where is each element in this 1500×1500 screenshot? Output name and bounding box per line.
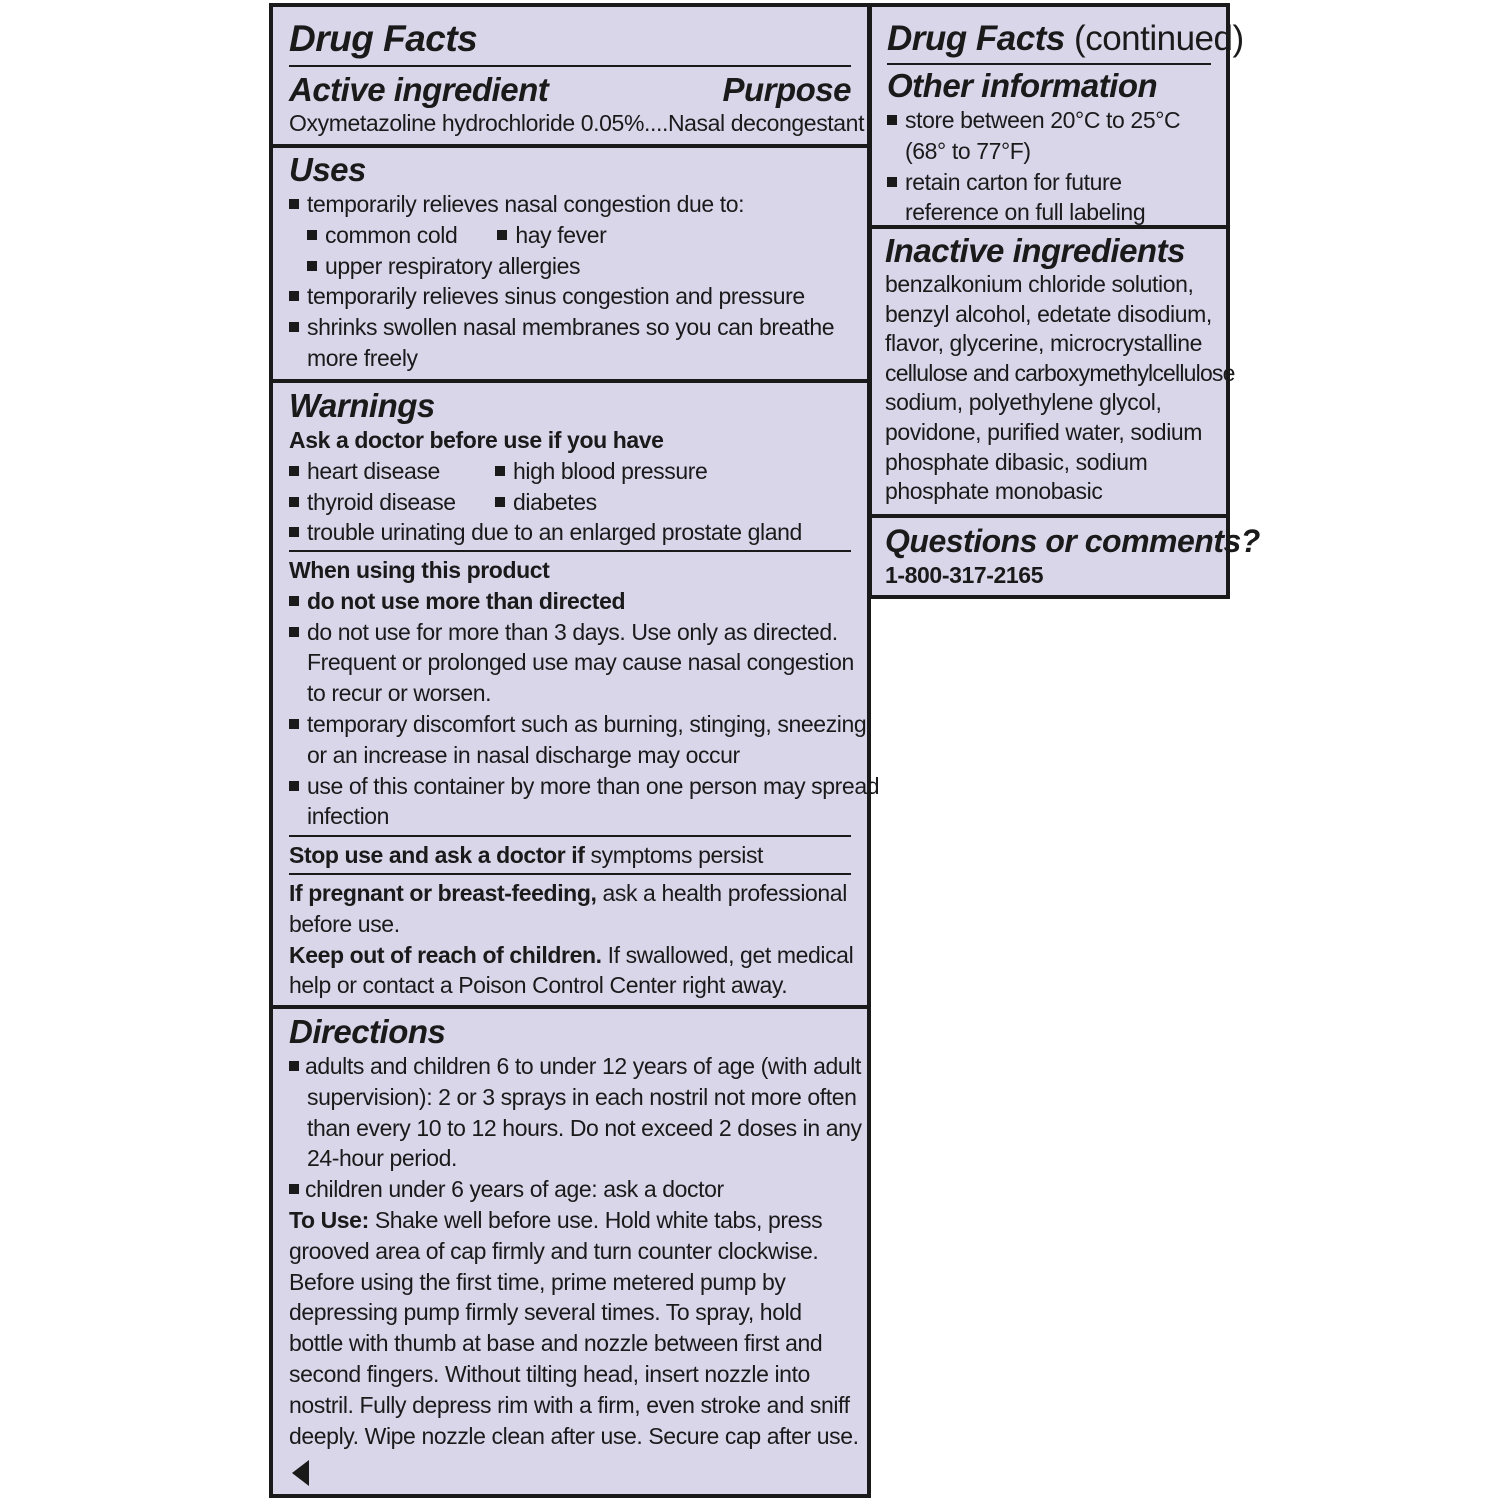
use-subitem: hay fever	[515, 221, 607, 248]
use-subitem: upper respiratory allergies	[325, 252, 581, 279]
questions-section	[872, 522, 1260, 591]
directions-heading: Directions	[289, 1013, 446, 1050]
section-divider	[273, 1005, 867, 1009]
pregnancy-heading: If pregnant or breast-feeding,	[289, 880, 597, 906]
inactive-ingredients-section	[872, 232, 1235, 507]
stop-use-section	[273, 840, 867, 871]
use-item: temporarily relieves sinus congestion and pressure	[307, 283, 805, 310]
other-info-item-continued: (68° to 77°F)	[905, 137, 1031, 164]
to-use-text: Shake well before use. Hold white tabs, press	[368, 1206, 823, 1233]
active-ingredient-section	[273, 71, 867, 139]
pregnancy-text-continued: before use.	[289, 910, 400, 937]
use-item: temporarily relieves nasal congestion due to:	[307, 191, 745, 217]
when-using-section	[273, 555, 880, 832]
drug-facts-continued-header	[872, 19, 1244, 59]
subsection-divider	[289, 550, 851, 552]
inactive-ingredients-line: cellulose and carboxymethylcellulose	[885, 359, 1235, 386]
section-divider	[872, 514, 1226, 518]
bullet-icon	[289, 596, 299, 606]
phone-number: 1-800-317-2165	[885, 562, 1044, 588]
other-info-item: retain carton for future	[905, 168, 1122, 195]
section-divider	[273, 144, 867, 148]
to-use-text-line: Before using the first time, prime metered pump by	[289, 1268, 786, 1295]
title-divider	[887, 63, 1211, 65]
bullet-icon	[289, 781, 299, 791]
when-using-item-continued: Frequent or prolonged use may cause nasal congestion	[307, 649, 854, 676]
bullet-icon	[289, 291, 299, 301]
inactive-ingredients-line: povidone, purified water, sodium	[885, 418, 1203, 445]
use-item-continued: more freely	[307, 344, 418, 371]
bullet-icon	[887, 177, 897, 187]
use-subitem: common cold	[325, 221, 458, 248]
other-info-item-continued: reference on full labeling	[905, 199, 1146, 226]
drug-facts-title: Drug Facts	[887, 19, 1065, 58]
when-using-item: do not use more than directed	[307, 587, 626, 614]
pregnancy-section	[273, 878, 867, 1001]
bullet-icon	[289, 719, 299, 729]
pregnancy-text: ask a health professional	[596, 880, 847, 906]
to-use-text-line: grooved area of cap firmly and turn counter clockwise.	[289, 1237, 819, 1264]
bullet-icon	[497, 230, 507, 240]
bullet-icon	[307, 230, 317, 240]
title-divider	[289, 65, 851, 67]
direction-item: children under 6 years of age: ask a doctor	[305, 1176, 724, 1203]
stop-use-text: symptoms persist	[584, 842, 764, 868]
keep-out-text-continued: help or contact a Poison Control Center right away.	[289, 972, 788, 999]
condition-item: heart disease	[307, 457, 440, 484]
bullet-icon	[289, 497, 299, 507]
keep-out-heading: Keep out of reach of children.	[289, 941, 602, 968]
bullet-icon	[289, 1184, 299, 1194]
continued-label: (continued)	[1064, 19, 1244, 58]
uses-heading: Uses	[289, 151, 366, 188]
direction-item-continued: 24-hour period.	[307, 1145, 457, 1172]
drug-facts-panel-left	[269, 3, 880, 1498]
other-information-section	[872, 67, 1226, 228]
condition-item: high blood pressure	[513, 457, 708, 484]
to-use-text-line: nostril. Fully depress rim with a firm, even stroke and sniff	[289, 1391, 850, 1418]
when-using-item: temporary discomfort such as burning, stinging, sneezing	[307, 710, 867, 737]
active-ingredient-heading: Active ingredient	[289, 71, 549, 108]
condition-item: trouble urinating due to an enlarged prostate gland	[307, 519, 802, 546]
directions-section	[273, 1013, 867, 1451]
keep-out-text: If swallowed, get medical	[601, 941, 854, 968]
inactive-ingredients-heading: Inactive ingredients	[885, 232, 1185, 269]
direction-item-continued: than every 10 to 12 hours. Do not exceed 2 doses in any	[307, 1114, 862, 1141]
bullet-icon	[289, 322, 299, 332]
when-using-item: do not use for more than 3 days. Use only as directed.	[307, 618, 838, 645]
direction-item: adults and children 6 to under 12 years of age (with adult	[305, 1053, 862, 1079]
drug-facts-title: Drug Facts	[289, 18, 478, 59]
to-use-text-line: bottle with thumb at base and nozzle between first and	[289, 1330, 823, 1357]
when-using-heading: When using this product	[289, 557, 550, 583]
section-divider	[273, 379, 867, 383]
bullet-icon	[289, 466, 299, 476]
drug-facts-panel-right	[868, 3, 1260, 599]
subsection-divider	[289, 835, 851, 837]
subsection-divider	[289, 873, 851, 875]
inactive-ingredients-line: benzalkonium chloride solution,	[885, 271, 1194, 297]
when-using-item-continued: or an increase in nasal discharge may occur	[307, 741, 740, 768]
condition-item: diabetes	[513, 488, 597, 515]
ask-doctor-heading: Ask a doctor before use if you have	[289, 427, 664, 453]
use-item: shrinks swollen nasal membranes so you can breathe	[307, 314, 835, 341]
bullet-icon	[289, 627, 299, 637]
inactive-ingredients-line: sodium, polyethylene glycol,	[885, 389, 1162, 416]
when-using-item-continued: infection	[307, 803, 390, 830]
warnings-section	[273, 387, 867, 548]
drug-facts-header	[273, 19, 867, 59]
to-use-text-line: second fingers. Without tilting head, insert nozzle into	[289, 1360, 810, 1387]
other-info-item: store between 20°C to 25°C	[905, 107, 1181, 133]
other-information-heading: Other information	[887, 67, 1158, 104]
bullet-icon	[289, 527, 299, 537]
when-using-item-continued: to recur or worsen.	[307, 680, 492, 707]
bullet-icon	[307, 261, 317, 271]
inactive-ingredients-line: flavor, glycerine, microcrystalline	[885, 330, 1203, 357]
section-divider	[872, 225, 1226, 229]
stop-use-heading: Stop use and ask a doctor if	[289, 842, 585, 868]
arrow-left-icon	[292, 1460, 309, 1486]
bullet-icon	[495, 497, 505, 507]
when-using-item: use of this container by more than one person may spread	[307, 772, 880, 799]
bullet-icon	[289, 1061, 299, 1071]
to-use-text-line: deeply. Wipe nozzle clean after use. Secure cap after use.	[289, 1422, 859, 1449]
uses-section	[273, 151, 867, 374]
to-use-text-line: depressing pump firmly several times. To spray, hold	[289, 1299, 802, 1326]
condition-item: thyroid disease	[307, 488, 456, 515]
inactive-ingredients-line: benzyl alcohol, edetate disodium,	[885, 300, 1212, 327]
bullet-icon	[887, 115, 897, 125]
direction-item-continued: supervision): 2 or 3 sprays in each nostril not more often	[307, 1083, 857, 1110]
inactive-ingredients-line: phosphate monobasic	[885, 478, 1103, 505]
warnings-heading: Warnings	[289, 387, 435, 424]
questions-heading: Questions or comments?	[885, 523, 1260, 559]
inactive-ingredients-line: phosphate dibasic, sodium	[885, 448, 1148, 475]
to-use-heading: To Use:	[289, 1206, 369, 1233]
active-ingredient-line: Oxymetazoline hydrochloride 0.05%....Nasal decongestant	[289, 110, 865, 136]
bullet-icon	[289, 199, 299, 209]
purpose-heading: Purpose	[722, 71, 851, 108]
bullet-icon	[495, 466, 505, 476]
